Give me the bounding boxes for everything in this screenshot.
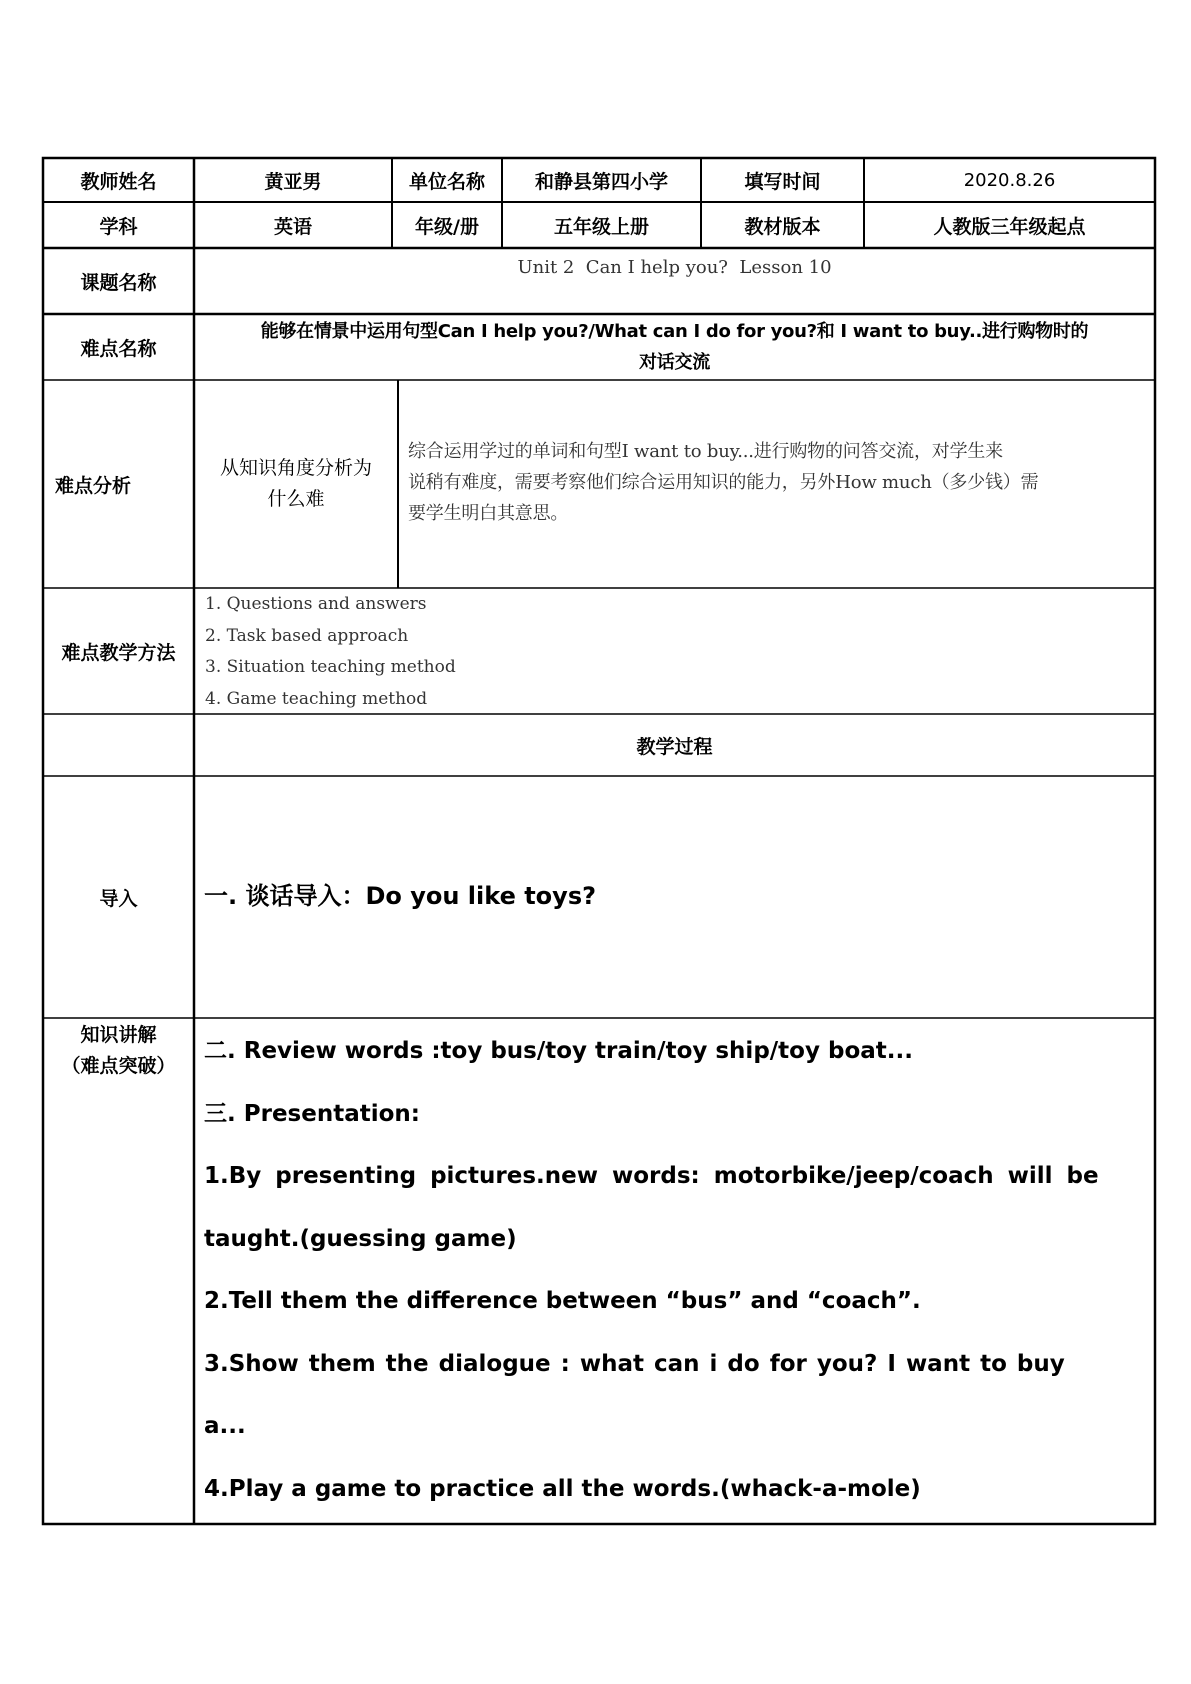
knowledge-label-line-1: 知识讲解 [80,1024,157,1046]
fill-date-label: 填写时间 [744,170,821,193]
list-item: 3. Situation teaching method [205,657,456,677]
analysis-text-line-3: 要学生明白其意思。 [408,503,569,524]
textbook-edition-label: 教材版本 [744,215,821,238]
methods-list [205,589,456,715]
difficulty-label: 难点名称 [80,337,157,360]
knowledge-line: 1.By presenting pictures.new words: motorbike/jeep/coach will be [204,1163,1099,1189]
teacher-name-value: 黄亚男 [264,170,322,193]
grade-value: 五年级上册 [553,215,649,238]
knowledge-line: 4.Play a game to practice all the words.(whack-a-mole) [204,1475,921,1502]
intro-label: 导入 [99,887,138,910]
analysis-sub-label-line-1: 从知识角度分析为 [219,457,372,479]
teaching-process-title: 教学过程 [636,735,713,758]
unit-name-value: 和静县第四小学 [534,170,668,193]
knowledge-line: 二. Review words :toy bus/toy train/toy ship/toy boat... [204,1038,913,1064]
knowledge-line: a... [204,1413,246,1439]
analysis-text-line-1: 综合运用学过的单词和句型I want to buy...进行购物的问答交流，对学生来 [408,441,1003,462]
knowledge-label-line-2: （难点突破） [61,1055,176,1077]
analysis-sub-label [194,380,398,588]
fill-date-value: 2020.8.26 [963,169,1056,191]
subject-value: 英语 [273,215,312,238]
list-item: 4. Game teaching method [205,688,428,709]
difficulty-line-2: 对话交流 [639,352,710,373]
subject-label: 学科 [99,215,138,238]
analysis-label: 难点分析 [55,474,132,497]
difficulty-text [196,316,1153,378]
knowledge-line: 三. Presentation: [204,1100,420,1127]
knowledge-line: taught.(guessing game) [204,1225,517,1252]
analysis-text-line-2: 说稍有难度，需要考察他们综合运用知识的能力，另外How much（多少钱）需 [408,472,1039,493]
unit-name-label: 单位名称 [408,170,485,193]
list-item: 2. Task based approach [205,625,409,646]
knowledge-label [43,1020,194,1082]
topic-label: 课题名称 [80,271,157,294]
knowledge-content [204,1020,1099,1520]
difficulty-line-1: 能够在情景中运用句型Can I help you?/What can I do for you?和 I want to buy..进行购物时的 [260,321,1089,342]
analysis-text [408,436,1148,529]
grade-label: 年级/册 [415,215,479,238]
list-item: 1. Questions and answers [205,594,427,614]
intro-text: 一. 谈话导入：Do you like toys? [204,882,597,910]
textbook-edition-value: 人教版三年级起点 [933,215,1086,238]
teacher-name-label: 教师姓名 [80,170,157,193]
topic-value: Unit 2 Can I help you? Lesson 10 [517,256,832,278]
knowledge-line: 3.Show them the dialogue : what can i do for you? I want to buy [204,1350,1065,1377]
methods-label: 难点教学方法 [61,641,176,664]
knowledge-line: 2.Tell them the difference between “bus” and “coach”. [204,1288,921,1314]
analysis-sub-label-line-2: 什么难 [267,488,325,510]
